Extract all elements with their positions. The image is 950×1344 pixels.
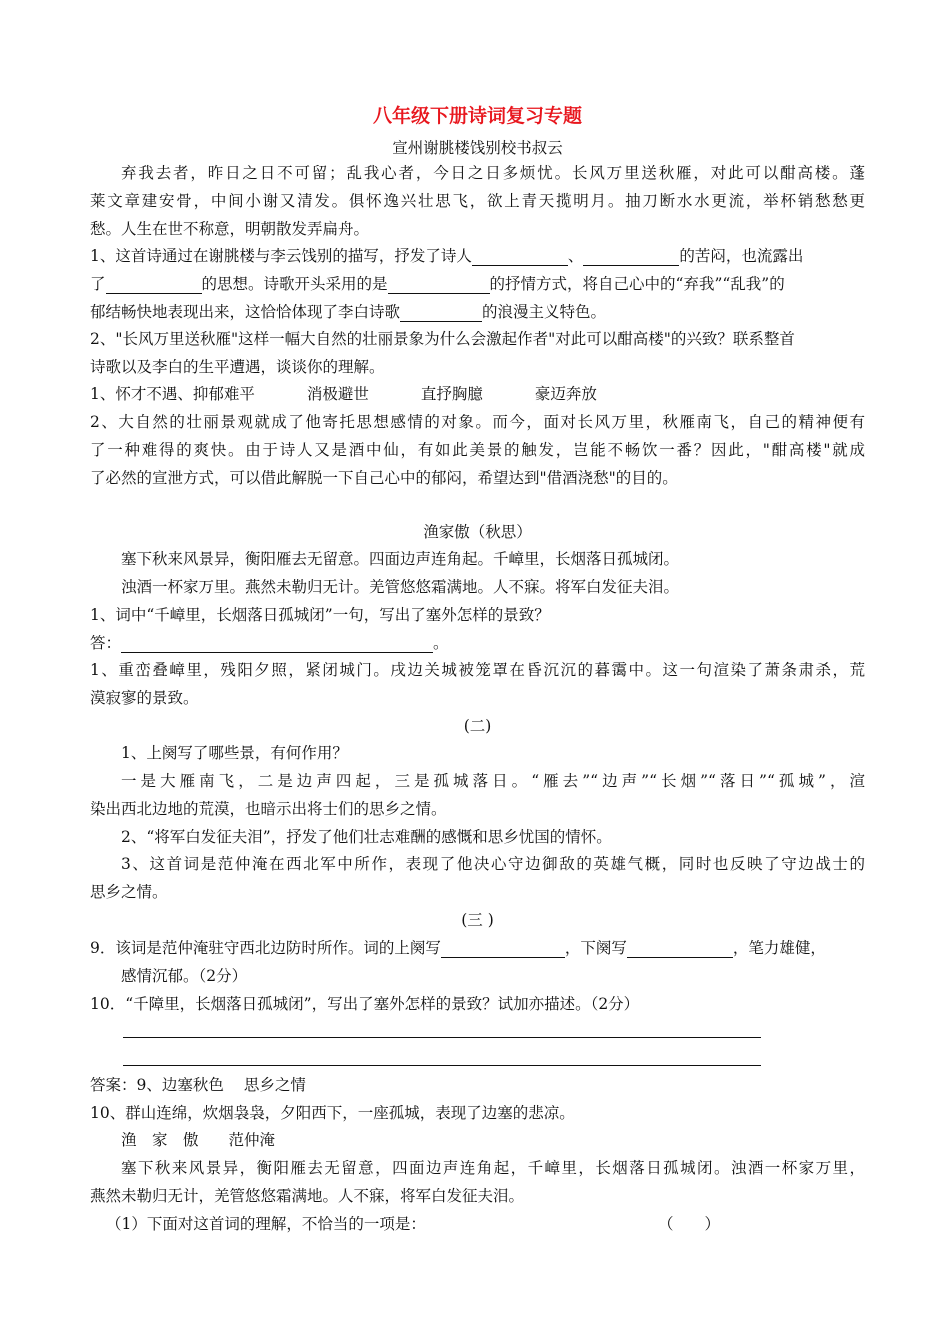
poem2-body-line: 浊酒一杯家万里。燕然未勒归无计。羌管悠悠霜满地。人不寐。将军白发征夫泪。 [121,578,680,596]
answer-line[interactable] [123,1065,761,1066]
poem1-question-1-cont: 了 的思想。诗歌开头采用的是 的抒情方式，将自己心中的“弃我”“乱我”的 [90,275,785,293]
poem1-answer-2-cont: 了一种难得的爽快。由于诗人又是酒中仙，有如此美景的触发，岂能不畅饮一番？因此，"酣高楼"就成 [90,441,865,459]
poem3-heading: 渔 家 傲 范仲淹 [121,1131,276,1149]
poem3-body-line: 燕然未勒归无计，羌管悠悠霜满地。人不寐，将军白发征夫泪。 [90,1187,525,1205]
section3-answer-9: 答案：9、边塞秋色 思乡之情 [90,1076,306,1094]
poem1-answer-1: 1、怀才不遇、抑郁难平 消极避世 直抒胸臆 豪迈奔放 [90,385,597,403]
section2-heading: (二) [463,717,492,735]
poem2-answer: 1、重峦叠嶂里，残阳夕照，紧闭城门。戌边关城被笼罩在昏沉沉的暮霭中。这一句渲染了萧条肃杀，荒 [90,661,865,679]
section2-line: 思乡之情。 [90,883,168,901]
answer-blank[interactable] [583,249,679,266]
answer-blank[interactable] [400,305,482,322]
poem1-question-2: 2、"长风万里送秋雁"这样一幅大自然的壮丽景象为什么会激起作者"对此可以酣高楼"的兴致？联系整首 [90,330,795,348]
answer-line[interactable] [123,1037,761,1038]
answer-blank[interactable] [106,277,202,294]
poem1-body-line: 莱文章建安骨，中间小谢又清发。俱怀逸兴壮思飞，欲上青天揽明月。抽刀断水水更流，举杯销愁愁更 [90,192,865,210]
section3-heading: (三 ) [461,911,494,929]
poem1-answer-2: 2、大自然的壮丽景观就成了他寄托思想感情的对象。而今，面对长风万里，秋雁南飞，自己的精神便有 [90,413,865,431]
section2-line: 3、这首词是范仲淹在西北军中所作，表现了他决心守边御敌的英雄气概，同时也反映了守边战士的 [121,855,865,873]
poem1-heading: 宣州谢朓楼饯别校书叔云 [392,139,563,157]
section2-line: 2、“将军白发征夫泪”，抒发了他们壮志难酬的感慨和思乡忧国的情怀。 [121,828,612,846]
section3-answer-10: 10、群山连绵，炊烟袅袅，夕阳西下，一座孤城，表现了边塞的悲凉。 [90,1104,575,1122]
section2-line: 染出西北边地的荒漠，也暗示出将士们的思乡之情。 [90,800,447,818]
answer-blank[interactable] [441,941,565,958]
poem1-question-1: 1、这首诗通过在谢朓楼与李云饯别的描写，抒发了诗人 、 的苦闷，也流露出 [90,247,804,265]
answer-blank[interactable] [121,636,433,653]
poem3-question-1: （1）下面对这首词的理解，不恰当的一项是： （ ） [106,1215,721,1233]
poem1-question-2-cont: 诗歌以及李白的生平遭遇，谈谈你的理解。 [90,358,385,376]
section3-question-10: 10．“千障里，长烟落日孤城闭”，写出了塞外怎样的景致？试加亦描述。（2分） [90,995,640,1013]
answer-blank[interactable] [472,249,568,266]
poem1-answer-2-cont: 了必然的宣泄方式，可以借此解脱一下自己心中的郁闷，希望达到"借酒浇愁"的目的。 [90,469,678,487]
answer-blank[interactable] [627,941,733,958]
section2-line: 一是大雁南飞，二是边声四起，三是孤城落日。“雁去”“边声”“长烟”“落日”“孤城”，渲 [121,772,865,790]
section3-question-9-cont: 感情沉郁。（2分） [121,967,248,985]
page-title: 八年级下册诗词复习专题 [372,105,582,127]
poem2-body-line: 塞下秋来风景异，衡阳雁去无留意。四面边声连角起。千嶂里，长烟落日孤城闭。 [121,550,680,568]
section3-question-9: 9．该词是范仲淹驻守西北边防时所作。词的上阕写 ，下阕写 ，笔力雄健， [90,939,826,957]
answer-blank[interactable] [388,277,490,294]
section2-line: 1、上阕写了哪些景，有何作用？ [121,744,348,762]
poem3-body-line: 塞下秋来风景异，衡阳雁去无留意，四面边声连角起，千嶂里，长烟落日孤城闭。浊酒一杯家万里， [121,1159,865,1177]
poem1-body-line: 弃我去者，昨日之日不可留；乱我心者，今日之日多烦忧。长风万里送秋雁，对此可以酣高楼。蓬 [121,164,865,182]
choice-paren[interactable]: （ ） [658,1215,721,1233]
poem2-question-1: 1、词中“千嶂里，长烟落日孤城闭”一句，写出了塞外怎样的景致？ [90,606,550,624]
poem1-question-1-cont: 郁结畅快地表现出来，这恰恰体现了李白诗歌 的浪漫主义特色。 [90,303,607,321]
poem1-body-line: 愁。人生在世不称意，明朝散发弄扁舟。 [90,220,370,238]
poem2-answer-line: 答： 。 [90,634,449,652]
poem2-answer-cont: 漠寂寥的景致。 [90,689,199,707]
poem2-heading: 渔家傲（秋思） [423,523,532,541]
